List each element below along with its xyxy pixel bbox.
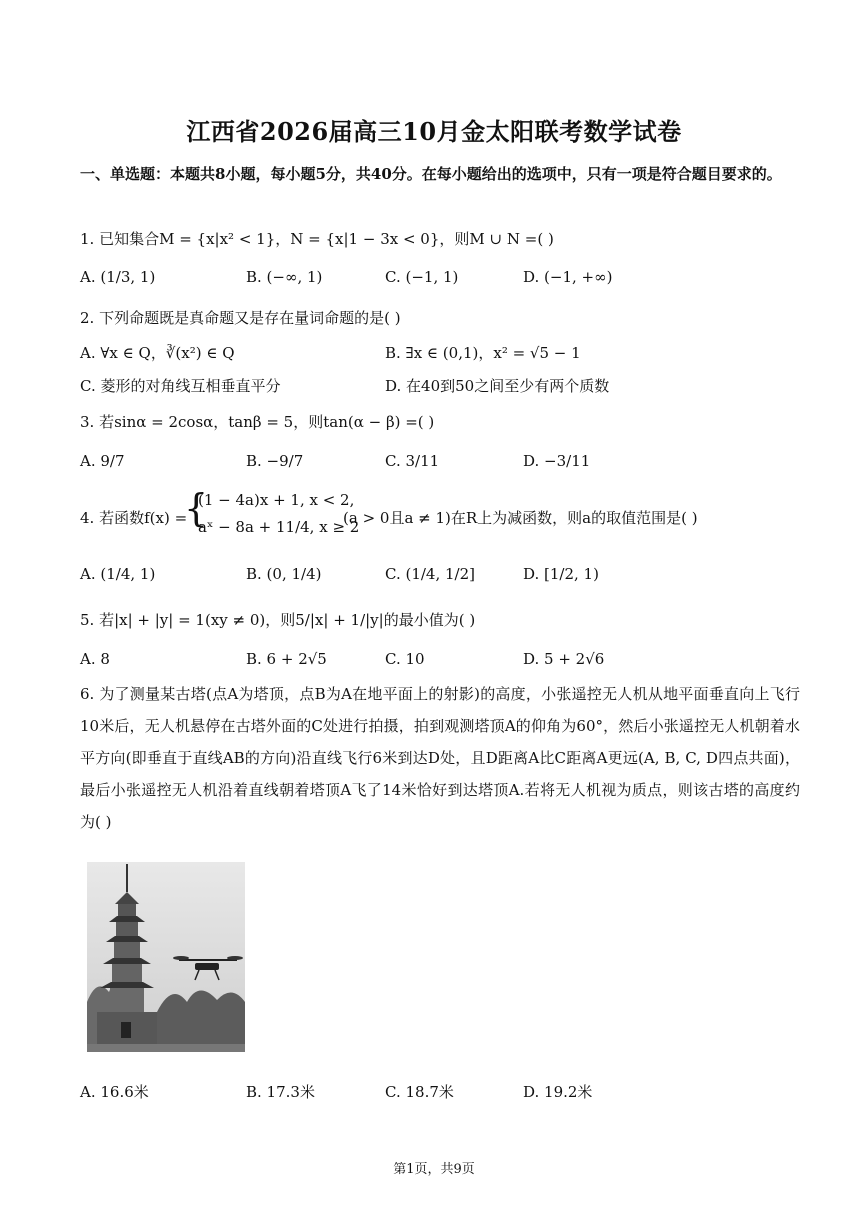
q6-option-b: B. 17.3米 — [246, 1083, 315, 1101]
q2-option-c: C. 菱形的对角线互相垂直平分 — [80, 377, 281, 395]
q1-option-a: A. (1/3, 1) — [80, 268, 156, 286]
q4-option-b: B. (0, 1/4) — [246, 565, 322, 583]
q2-option-a: A. ∀x ∈ Q，∛(x²) ∈ Q — [80, 344, 235, 362]
q2-option-d: D. 在40到50之间至少有两个质数 — [385, 377, 610, 395]
piecewise-brace: { — [184, 486, 209, 530]
q4-option-c: C. (1/4, 1/2] — [385, 565, 475, 583]
question-2: 2. 下列命题既是真命题又是存在量词命题的是( ) — [80, 309, 401, 327]
q6-option-c: C. 18.7米 — [385, 1083, 454, 1101]
q3-option-c: C. 3/11 — [385, 452, 440, 470]
question-1: 1. 已知集合M = {x|x² < 1}，N = {x|1 − 3x < 0}，则M ∪ N =( ) — [80, 230, 554, 248]
q4-option-d: D. [1/2, 1) — [523, 565, 599, 583]
q3-option-b: B. −9/7 — [246, 452, 304, 470]
q6-option-a: A. 16.6米 — [80, 1083, 149, 1101]
q3-option-a: A. 9/7 — [80, 452, 125, 470]
section-heading: 一、单选题：本题共8小题，每小题5分，共40分。在每小题给出的选项中，只有一项是符合题目要求的。 — [80, 165, 782, 183]
q5-option-a: A. 8 — [80, 650, 110, 668]
pagoda-drone-photo — [87, 862, 245, 1052]
q3-option-d: D. −3/11 — [523, 452, 591, 470]
question-4-case1: (1 − 4a)x + 1, x < 2, — [198, 491, 355, 509]
question-5: 5. 若|x| + |y| = 1(xy ≠ 0)，则5/|x| + 1/|y|的最小值为( ) — [80, 611, 476, 629]
question-4-prefix: 4. 若函数f(x) = — [80, 509, 188, 527]
q1-option-b: B. (−∞, 1) — [246, 268, 323, 286]
question-3: 3. 若sinα = 2cosα，tanβ = 5，则tan(α − β) =( ) — [80, 413, 435, 431]
q2-option-b: B. ∃x ∈ (0,1)，x² = √5 − 1 — [385, 344, 581, 362]
question-4-case2: aˣ − 8a + 11/4, x ≥ 2 — [198, 518, 360, 536]
q4-option-a: A. (1/4, 1) — [80, 565, 156, 583]
question-6: 6. 为了测量某古塔(点A为塔顶，点B为A在地平面上的射影)的高度，小张遥控无人机从地平面垂直向上飞行10米后，无人机悬停在古塔外面的C处进行拍摄，拍到观测塔顶A的仰角为60°，然后小张遥控无人机朝着水平方向(即垂直于直线AB的方向)沿直线飞行6米到达D处，且D距离A比C距离A更远(A, B, C, D四点共面)，最后小张遥控无人机沿着直线朝着塔顶A飞了14米恰好到达塔顶A.若将无人机视为质点，则该古塔的高度约为( ) — [80, 685, 800, 831]
q5-option-c: C. 10 — [385, 650, 425, 668]
q1-option-c: C. (−1, 1) — [385, 268, 459, 286]
question-4-suffix: (a > 0且a ≠ 1)在R上为减函数，则a的取值范围是( ) — [343, 509, 698, 527]
page-footer: 第1页，共9页 — [393, 1162, 475, 1177]
page-title: 江西省2026届高三10月金太阳联考数学试卷 — [186, 117, 682, 146]
q5-option-b: B. 6 + 2√5 — [246, 650, 327, 668]
q1-option-d: D. (−1, +∞) — [523, 268, 613, 286]
q5-option-d: D. 5 + 2√6 — [523, 650, 605, 668]
q6-option-d: D. 19.2米 — [523, 1083, 593, 1101]
